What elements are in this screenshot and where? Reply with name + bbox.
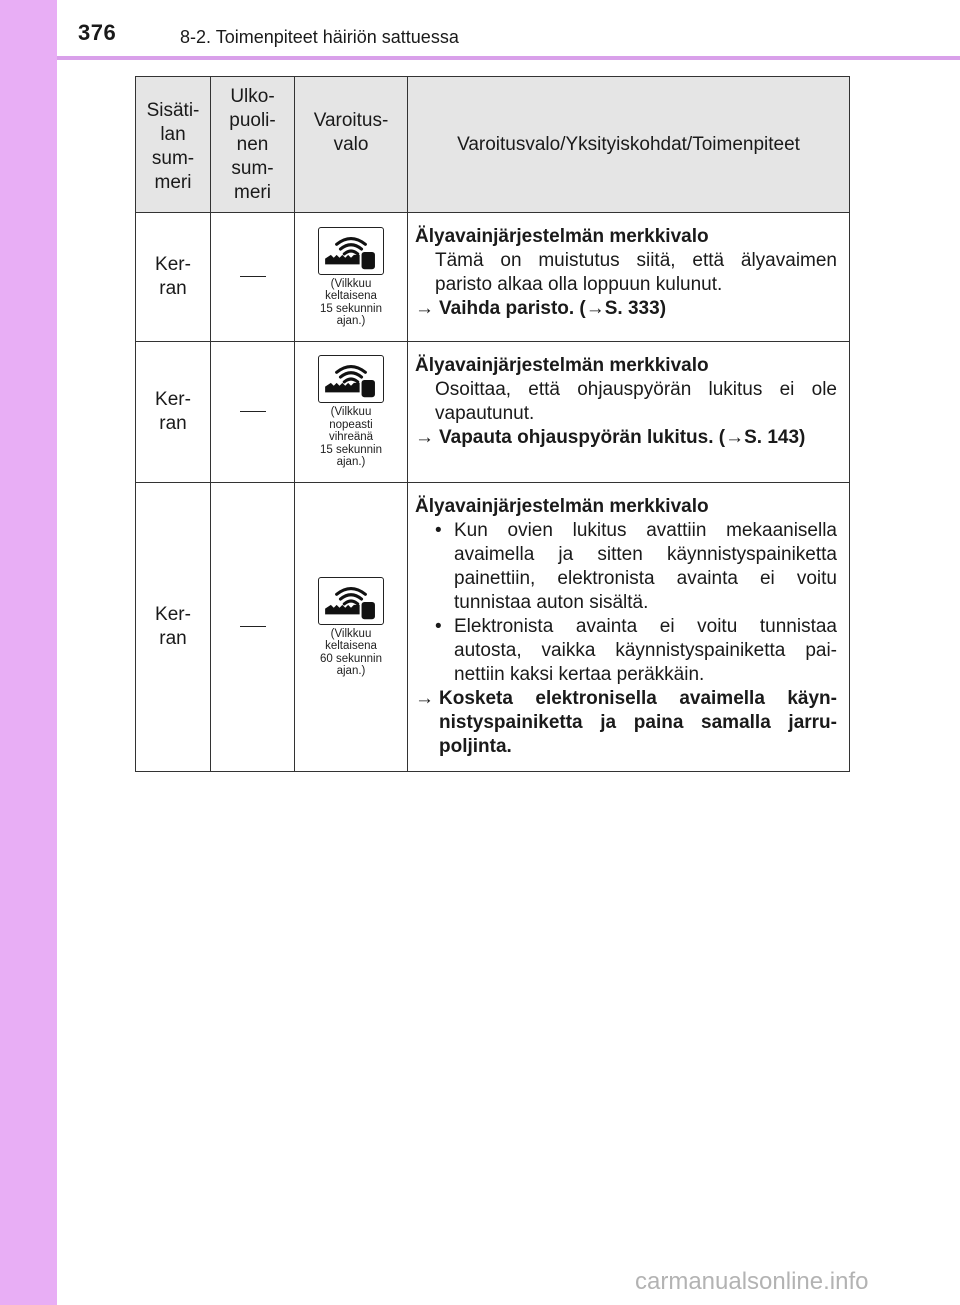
warning-light-cell <box>295 213 408 342</box>
row-body: Tämä on muistutus siitä, että älyavaimen paristo alkaa olla loppuun kulunut. <box>435 250 837 295</box>
none-dash <box>240 276 266 277</box>
icon-caption: (Vilkkuu keltaisena 60 sekunnin ajan.) <box>319 627 383 677</box>
bullet-text: Elektronista avainta ei voitu tunnistaa autosta, vaikka käynnistyspainiketta pai- nettiin kaksi kertaa peräkkäin. <box>454 616 837 685</box>
watermark: carmanualsonline.info <box>635 1268 869 1295</box>
row-action <box>415 297 837 321</box>
warning-light-cell <box>295 342 408 483</box>
icon-caption: (Vilkkuu keltaisena 15 sekunnin ajan.) <box>319 277 383 327</box>
list-item <box>415 615 837 687</box>
row-body: Osoittaa, että ohjauspyörän lukitus ei ole vapautunut. <box>435 379 837 424</box>
bullet-icon: • <box>435 616 442 637</box>
interior-buzzer-cell: Ker- ran <box>136 213 211 342</box>
exterior-buzzer-cell <box>211 213 295 342</box>
table-header-row <box>136 77 850 213</box>
list-item <box>415 519 837 615</box>
interior-buzzer-cell: Ker- ran <box>136 483 211 772</box>
col-exterior-buzzer: Ulko- puoli- nen sum- meri <box>211 77 295 213</box>
none-dash <box>240 411 266 412</box>
section-title: 8-2. Toimenpiteet häiriön sattuessa <box>180 27 459 47</box>
details-cell <box>408 483 850 772</box>
header-rule <box>57 56 960 60</box>
arrow-icon: → <box>415 688 434 709</box>
table-row <box>136 213 850 342</box>
arrow-icon: → <box>415 298 434 319</box>
smart-key-indicator-icon <box>318 577 384 625</box>
details-cell <box>408 213 850 342</box>
row-title: Älyavainjärjestelmän merkkivalo <box>415 355 709 376</box>
table-row <box>136 483 850 772</box>
row-action-text: Kosketa elektronisella avaimella käyn- nistyspainiketta ja paina samalla jarru- poljinta. <box>439 688 837 757</box>
details-cell <box>408 342 850 483</box>
row-action-text: Vaihda paristo. (→S. 333) <box>439 298 667 319</box>
bullet-text: Kun ovien lukitus avattiin mekaanisella avaimella ja sitten käynnistyspainiketta painettiin, elektronista avainta ei voitu tunnistaa auton sisältä. <box>454 520 837 613</box>
row-action <box>415 687 837 759</box>
table-row <box>136 342 850 483</box>
smart-key-indicator-icon <box>318 227 384 275</box>
row-action-text: Vapauta ohjauspyörän lukitus. (→S. 143) <box>439 427 806 448</box>
col-interior-buzzer: Sisäti- lan sum- meri <box>136 77 211 213</box>
row-title: Älyavainjärjestelmän merkkivalo <box>415 496 709 517</box>
warning-light-cell <box>295 483 408 772</box>
page-number: 376 <box>78 20 117 45</box>
chapter-side-tab <box>0 0 57 1305</box>
row-action <box>415 426 837 450</box>
bullet-icon: • <box>435 520 442 541</box>
col-details: Varoitusvalo/Yksityiskohdat/Toimenpiteet <box>408 77 850 213</box>
none-dash <box>240 626 266 627</box>
icon-caption: (Vilkkuu nopeasti vihreänä 15 sekunnin ajan.) <box>319 406 383 469</box>
exterior-buzzer-cell <box>211 342 295 483</box>
warning-light-table <box>135 76 850 772</box>
arrow-icon: → <box>415 427 434 448</box>
smart-key-indicator-icon <box>318 355 384 403</box>
row-title: Älyavainjärjestelmän merkkivalo <box>415 226 709 247</box>
col-warning-light: Varoitus- valo <box>295 77 408 213</box>
interior-buzzer-cell: Ker- ran <box>136 342 211 483</box>
exterior-buzzer-cell <box>211 483 295 772</box>
